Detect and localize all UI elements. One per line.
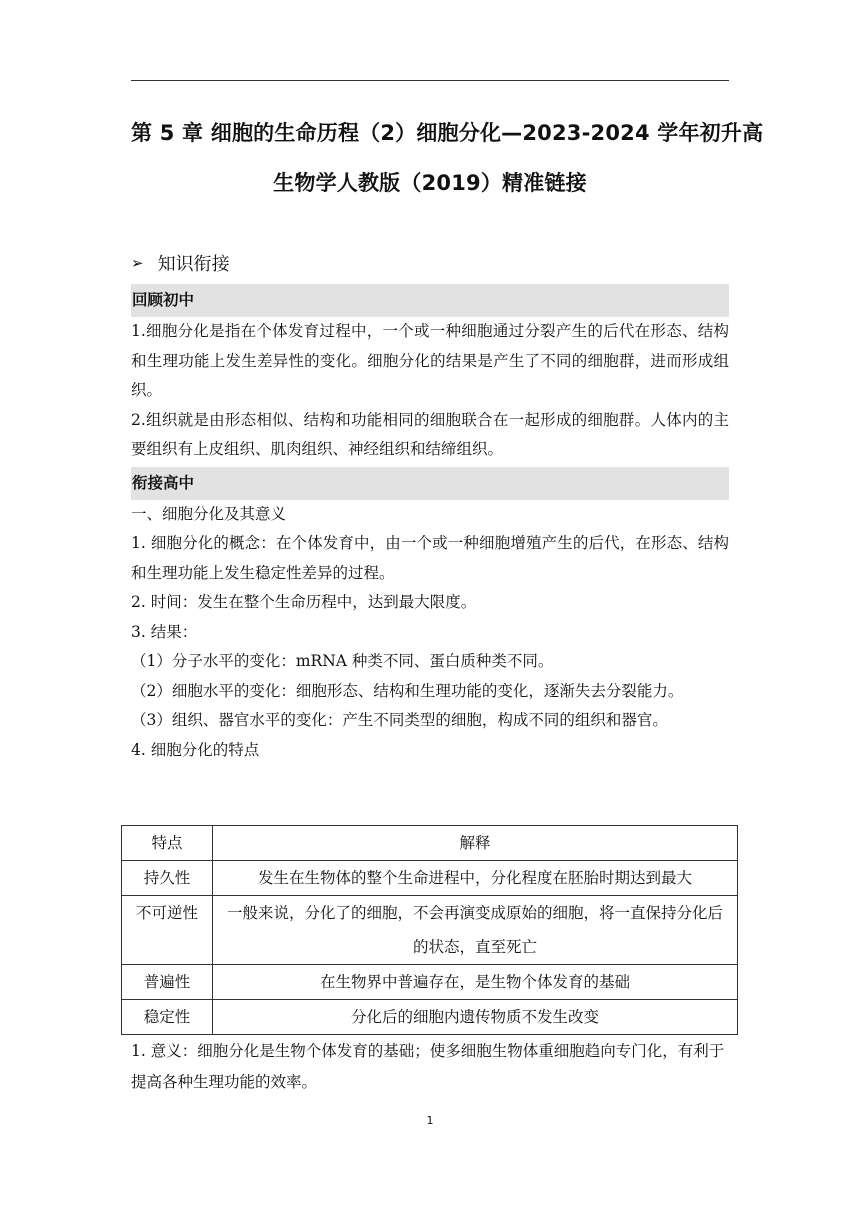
table-cell-trait: 持久性	[122, 861, 213, 896]
table-cell-trait: 普遍性	[122, 965, 213, 1000]
meaning-paragraph: 1. 意义：细胞分化是生物个体发育的基础；使多细胞生物体重细胞趋向专门化，有利于提高各种生理功能的效率。	[131, 1042, 725, 1091]
document-title	[131, 108, 764, 208]
concept-paragraph: 1. 细胞分化的概念：在个体发育中，由一个或一种细胞增殖产生的后代，在形态、结构和生理功能上发生稳定性差异的过程。	[131, 534, 729, 582]
arrow-bullet-icon: ➢	[131, 254, 144, 272]
title-line-1: 第 5 章 细胞的生命历程（2）细胞分化—2023-2024 学年初升高	[131, 121, 764, 145]
table-cell-trait: 不可逆性	[122, 896, 213, 965]
review-heading: 回顾初中	[131, 284, 729, 317]
table-row	[122, 965, 738, 1000]
traits-table	[121, 825, 738, 1035]
document-body	[131, 246, 729, 765]
review-paragraph-1: 1.细胞分化是指在个体发育过程中，一个或一种细胞通过分裂产生的后代在形态、结构和生理功能上发生差异性的变化。细胞分化的结果是产生了不同的细胞群，进而形成组织。	[131, 322, 729, 399]
result-label: 3. 结果：	[131, 622, 198, 641]
table-header-row	[122, 826, 738, 861]
subsection-title: 一、细胞分化及其意义	[131, 504, 287, 523]
table-cell-explanation: 一般来说，分化了的细胞，不会再演变成原始的细胞，将一直保持分化后的状态，直至死亡	[213, 896, 738, 965]
table-header-cell: 解释	[213, 826, 738, 861]
table-row	[122, 896, 738, 965]
result-tissue: （3）组织、器官水平的变化：产生不同类型的细胞，构成不同的组织和器官。	[131, 711, 668, 729]
title-line-2: 生物学人教版（2019）精准链接	[273, 171, 587, 195]
traits-label: 4. 细胞分化的特点	[131, 740, 260, 759]
section-heading	[131, 246, 729, 280]
table-header-cell: 特点	[122, 826, 213, 861]
section-label: 知识衔接	[157, 254, 230, 275]
time-paragraph: 2. 时间：发生在整个生命历程中，达到最大限度。	[131, 593, 477, 611]
table-row	[122, 861, 738, 896]
review-paragraph-2: 2.组织就是由形态相似、结构和功能相同的细胞联合在一起形成的细胞群。人体内的主要组织有上皮组织、肌肉组织、神经组织和结缔组织。	[131, 410, 729, 458]
table-cell-trait: 稳定性	[122, 1000, 213, 1035]
table-cell-explanation: 发生在生物体的整个生命进程中，分化程度在胚胎时期达到最大	[213, 861, 738, 896]
header-rule	[131, 80, 729, 81]
table-row	[122, 1000, 738, 1035]
page-number: 1	[426, 1114, 434, 1127]
result-molecular: （1）分子水平的变化：mRNA 种类不同、蛋白质种类不同。	[131, 652, 554, 670]
table-cell-explanation: 分化后的细胞内遗传物质不发生改变	[213, 1000, 738, 1035]
table-cell-explanation: 在生物界中普遍存在，是生物个体发育的基础	[213, 965, 738, 1000]
link-heading: 衔接高中	[131, 467, 729, 500]
result-cellular: （2）细胞水平的变化：细胞形态、结构和生理功能的变化，逐渐失去分裂能力。	[131, 681, 684, 700]
